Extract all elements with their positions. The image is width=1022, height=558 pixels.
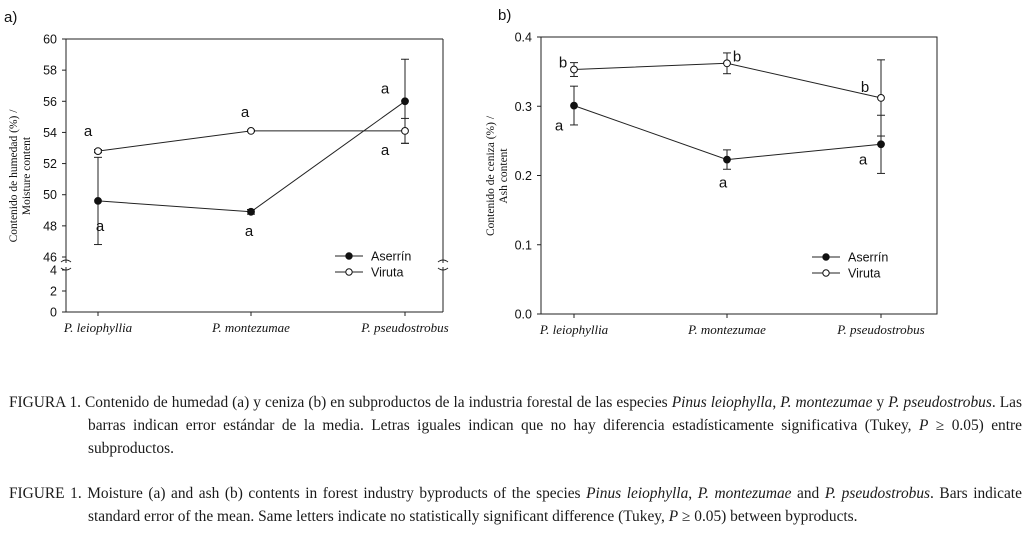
caption-en-text-2: , [688, 485, 693, 502]
chart-b-viruta-point [571, 66, 578, 73]
chart-a-ytick-label: 52 [43, 157, 57, 172]
caption-en-text-5: ≥ 0.05) between byproducts. [681, 508, 858, 525]
chart-b-xtick-label: P. leiophyllia [539, 322, 609, 337]
caption-es-text-4: . Las barras indican error estándar de la media. Letras iguales indican que no hay diferencia estadísticamente significativa (Tukey, [88, 394, 1022, 434]
chart-b-viruta-letter: b [732, 48, 742, 66]
chart-b-ytick-label: 0.0 [514, 307, 532, 322]
chart-a-xtick-label: P. leiophyllia [63, 320, 133, 335]
caption-en-species-3: P. pseudostrobus [824, 485, 931, 502]
chart-b-ylabel-line2: Ash content [498, 148, 510, 204]
chart-b-xtick-label: P. pseudostrobus [837, 322, 925, 337]
chart-b-aserrin-letter: a [858, 151, 868, 169]
chart-a-xtick-label: P. pseudostrobus [361, 320, 449, 335]
chart-b-viruta-point [724, 60, 731, 67]
chart-b-aserrin-letter: a [554, 117, 564, 135]
chart-b [485, 7, 937, 337]
chart-a-ytick-label: 60 [43, 32, 57, 47]
chart-a-aserrin-letter: a [95, 217, 105, 235]
chart-a-legend-label: Aserrín [371, 249, 412, 264]
chart-b-ylabel [485, 115, 510, 236]
chart-a-legend-label: Viruta [371, 265, 404, 280]
caption-es-label: FIGURA 1. [9, 394, 82, 411]
chart-a-ytick-label: 4 [50, 263, 57, 278]
chart-a-ytick-label: 50 [43, 188, 57, 203]
chart-a-ytick-label: 46 [43, 250, 57, 265]
chart-b-aserrin-letter: a [718, 174, 728, 192]
chart-b-viruta-letter: b [558, 54, 568, 72]
chart-a [4, 9, 449, 335]
chart-a-aserrin-point [95, 198, 102, 205]
chart-a-ytick-label: 48 [43, 219, 57, 234]
caption-es-text-2: , [772, 394, 777, 411]
chart-a-aserrin-point [248, 208, 255, 215]
chart-b-aserrin-point [878, 141, 885, 148]
caption-spanish [9, 391, 1022, 460]
chart-b-legend-marker [823, 270, 829, 276]
caption-es-species-3: P. pseudostrobus [888, 394, 992, 411]
chart-a-viruta-point [402, 127, 409, 134]
chart-a-aserrin-letter: a [244, 222, 254, 240]
chart-b-legend-marker [823, 254, 829, 260]
chart-a-aserrin-letter: a [380, 80, 390, 98]
caption-en-text-3: and [797, 485, 820, 502]
chart-a-xtick-label: P. montezumae [212, 320, 290, 335]
chart-b-xtick-label: P. montezumae [688, 322, 766, 337]
chart-a-ytick-label: 54 [43, 125, 57, 140]
chart-a-ytick-label: 56 [43, 94, 57, 109]
chart-b-legend-label: Aserrín [848, 250, 889, 265]
chart-b-ylabel-line1: Contenido de ceniza (%) / [485, 115, 497, 237]
chart-a-ytick-label: 0 [50, 305, 57, 320]
caption-en-species-1: Pinus leiophylla [586, 485, 689, 502]
caption-en-species-2: P. montezumae [697, 485, 792, 502]
chart-a-viruta-point [248, 127, 255, 134]
caption-en-p: P [668, 508, 679, 525]
chart-b-ytick-label: 0.2 [514, 169, 532, 183]
chart-b-ytick-label: 0.1 [514, 238, 532, 253]
caption-es-text-5: ≥ 0.05) entre subproductos. [88, 417, 1022, 457]
chart-a-legend-marker [346, 269, 352, 275]
chart-a-aserrin-line [98, 101, 405, 212]
chart-b-ytick-label: 0.3 [514, 99, 532, 114]
chart-a-legend-marker [346, 253, 352, 259]
chart-a-viruta-point [95, 148, 102, 155]
chart-b-ytick-label: 0.4 [514, 30, 532, 45]
chart-b-panel-label: b) [498, 7, 512, 24]
chart-a-ytick-label: 2 [50, 284, 57, 299]
chart-a-panel-label: a) [4, 9, 18, 26]
caption-en-label: FIGURE 1. [9, 485, 82, 502]
caption-es-text-3: y [876, 394, 885, 411]
chart-b-aserrin-point [724, 156, 731, 163]
chart-a-aserrin-point [402, 98, 409, 105]
caption-es-species-2: P. montezumae [780, 394, 873, 411]
chart-a-viruta-letter: a [380, 141, 390, 159]
chart-b-viruta-point [878, 95, 885, 102]
caption-en-text-1: Moisture (a) and ash (b) contents in forest industry byproducts of the species [87, 485, 581, 502]
chart-a-ytick-label: 58 [43, 63, 57, 78]
caption-es-species-1: Pinus leiophylla [671, 394, 773, 411]
chart-b-aserrin-point [571, 102, 578, 109]
chart-a-ylabel [8, 109, 33, 243]
caption-es-text-1: Contenido de humedad (a) y ceniza (b) en subproductos de la industria forestal de las especies [85, 394, 668, 411]
chart-b-viruta-letter: b [860, 78, 870, 96]
chart-a-viruta-letter: a [240, 103, 250, 121]
chart-a-ylabel-line2: Moisture content [21, 136, 33, 216]
caption-es-p: P [918, 417, 929, 434]
chart-a-viruta-letter: a [83, 123, 93, 141]
chart-a-ylabel-line1: Contenido de humedad (%) / [8, 109, 20, 243]
caption-english [9, 482, 1022, 528]
caption-en-text-4: . Bars indicate standard error of the mean. Same letters indicate no statistically significant difference (Tukey, [88, 485, 1022, 525]
chart-b-legend-label: Viruta [848, 266, 881, 281]
